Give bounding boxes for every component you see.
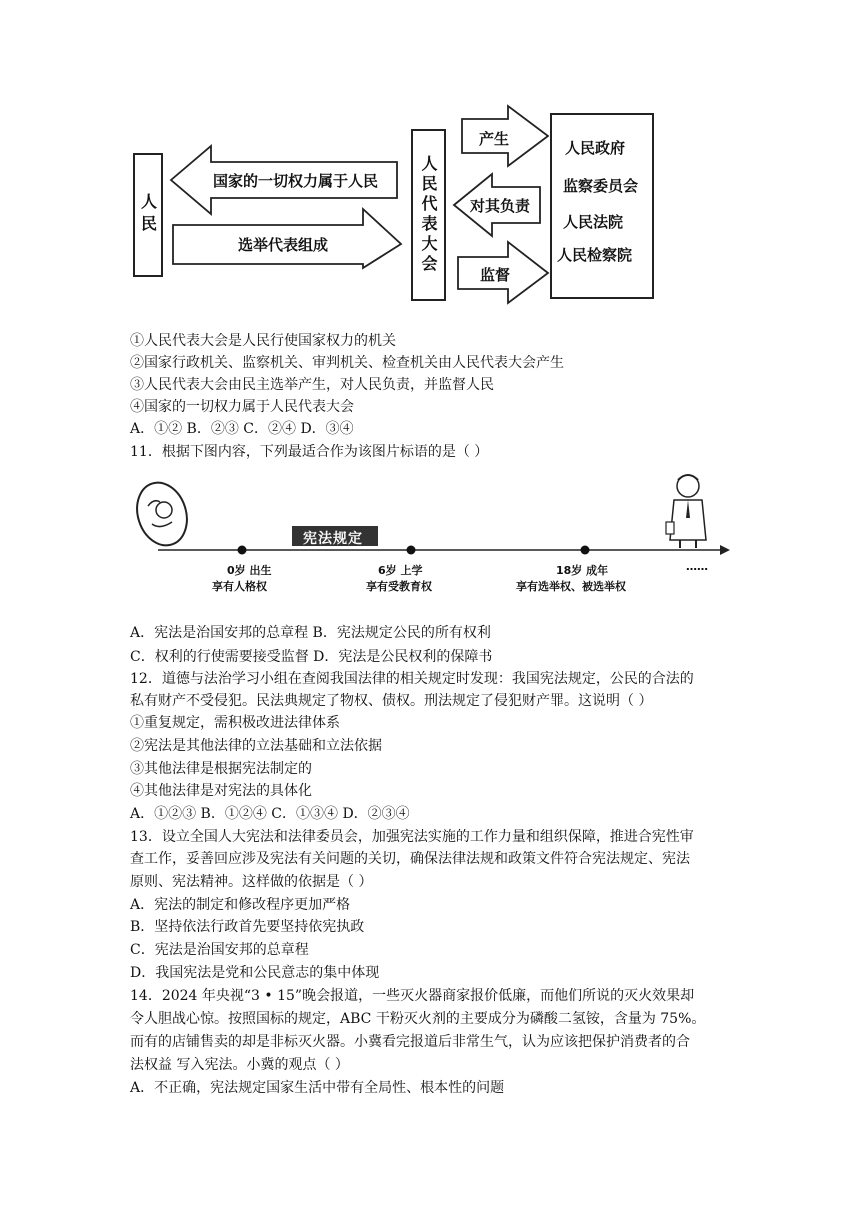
npc-label: 人民代表大会 [419, 155, 438, 275]
adult-icon [666, 475, 706, 548]
timeline-ellipsis: …… [686, 560, 708, 573]
timeline-dot-18 [581, 546, 590, 555]
people-label: 人民 [138, 193, 158, 237]
baby-icon [130, 476, 195, 552]
arrow-produce-label: 产生 [479, 130, 510, 148]
organ-government: 人民政府 [565, 139, 626, 157]
q12-statement-2: ②宪法是其他法律的立法基础和立法依据 [130, 738, 382, 754]
arrow-responsible-label: 对其负责 [470, 197, 531, 215]
q10-statement-4: ④国家的一切权力属于人民代表大会 [130, 399, 354, 415]
q14-stem-line3: 而有的店铺售卖的却是非标灭火器。小冀看完报道后非常生气，认为应该把保护消费者的合 [130, 1034, 690, 1050]
q13-option-d: D．我国宪法是党和公民意志的集中体现 [130, 965, 380, 981]
q11-stem: 11．根据下图内容，下列最适合作为该图片标语的是（ ） [130, 444, 489, 460]
timeline-point-0-age: 0岁 出生 [227, 564, 272, 577]
q11-options-ab: A．宪法是治国安邦的总章程 B．宪法规定公民的所有权利 [130, 625, 491, 641]
q12-statement-4: ④其他法律是对宪法的具体化 [130, 783, 312, 799]
q12-statement-3: ③其他法律是根据宪法制定的 [130, 761, 312, 777]
q13-stem-line2: 查工作，妥善回应涉及宪法有关问题的关切，确保法律法规和政策文件符合宪法规定、宪法 [130, 851, 690, 867]
organ-court: 人民法院 [563, 213, 624, 231]
q10-statement-3: ③人民代表大会由民主选举产生，对人民负责，并监督人民 [130, 377, 494, 393]
people-box [133, 153, 163, 277]
organ-supervision: 监察委员会 [563, 177, 639, 195]
npc-box [411, 129, 446, 301]
q13-option-a: A．宪法的制定和修改程序更加严格 [130, 897, 351, 913]
q13-stem-line1: 13．设立全国人大宪法和法律委员会，加强宪法实施的工作力量和组织保障，推进合宪性审 [130, 829, 694, 845]
q12-options: A．①②③ B．①②④ C．①③④ D．②③④ [130, 806, 410, 822]
q13-option-c: C．宪法是治国安邦的总章程 [130, 942, 309, 958]
arrow-left-label: 国家的一切权力属于人民 [213, 172, 379, 190]
q10-options: A．①② B．②③ C．②④ D．③④ [130, 421, 354, 437]
arrow-supervise-label: 监督 [480, 266, 511, 284]
q12-stem-line1: 12．道德与法治学习小组在查阅我国法律的相关规定时发现：我国宪法规定，公民的合法的 [130, 671, 694, 687]
timeline-point-18-age: 18岁 成年 [556, 564, 609, 577]
q14-stem-line4: 法权益 写入宪法。小冀的观点（ ） [130, 1057, 349, 1073]
arrow-right-label: 选举代表组成 [238, 236, 329, 254]
q12-stem-line2: 私有财产不受侵犯。民法典规定了物权、债权。刑法规定了侵犯财产罪。这说明（ ） [130, 693, 653, 709]
timeline-banner: 宪法规定 [303, 531, 363, 547]
q13-option-b: B．坚持依法行政首先要坚持依宪执政 [130, 919, 365, 935]
q13-stem-line3: 原则、宪法精神。这样做的依据是（ ） [130, 874, 373, 890]
q14-stem-line2: 令人胆战心惊。按照国标的规定，ABC 干粉灭火剂的主要成分为磷酸二氢铵，含量为 75%。 [130, 1011, 706, 1027]
timeline-dot-0 [238, 546, 247, 555]
timeline-point-6-age: 6岁 上学 [378, 564, 423, 577]
timeline-dot-6 [407, 546, 416, 555]
timeline-arrowhead [720, 545, 730, 555]
q11-options-cd: C．权利的行使需要接受监督 D．宪法是公民权利的保障书 [130, 649, 493, 665]
q14-stem-line1: 14．2024 年央视“3 • 15”晚会报道，一些灭火器商家报价低廉，而他们所说的灭火效果却 [130, 988, 695, 1004]
q12-statement-1: ①重复规定，需积极改进法律体系 [130, 715, 340, 731]
q14-option-a: A．不正确，宪法规定国家生活中带有全局性、根本性的问题 [130, 1080, 505, 1096]
q10-statement-1: ①人民代表大会是人民行使国家权力的机关 [130, 333, 396, 349]
timeline-point-0-right: 享有人格权 [212, 580, 267, 593]
timeline-point-6-right: 享有受教育权 [366, 580, 432, 593]
timeline-point-18-right: 享有选举权、被选举权 [516, 580, 626, 593]
timeline-graphic [130, 468, 740, 590]
q10-statement-2: ②国家行政机关、监察机关、审判机关、检查机关由人民代表大会产生 [130, 355, 564, 371]
organ-procuratorate: 人民检察院 [557, 246, 633, 264]
